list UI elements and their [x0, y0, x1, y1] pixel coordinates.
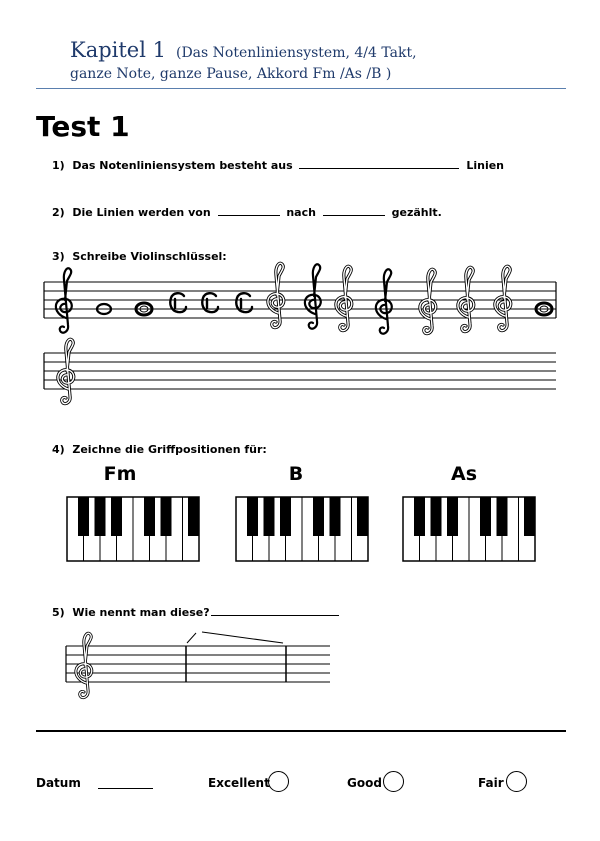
treble-clef-icon [305, 264, 321, 328]
measure-bracket [202, 632, 283, 643]
rating-excellent-checkbox[interactable] [268, 771, 289, 792]
chapter-subtitle-line1: (Das Notenliniensystem, 4/4 Takt, [176, 45, 417, 61]
question-5 [52, 604, 342, 619]
chord-label-fm: Fm [103, 463, 137, 485]
treble-clef-icon [495, 266, 511, 330]
question-4 [52, 443, 267, 456]
question-4-number: 4) [52, 443, 65, 456]
rating-good-label: Good [347, 776, 382, 790]
date-label: Datum [36, 776, 81, 790]
question-5-staff [0, 625, 600, 705]
measure-tick [187, 633, 196, 643]
test-title: Test 1 [36, 110, 130, 143]
date-input-line[interactable] [98, 788, 153, 789]
header-divider [36, 88, 566, 89]
treble-clef-icon [58, 339, 74, 403]
piano-keyboard-fm[interactable] [67, 497, 199, 561]
question-1 [52, 157, 504, 172]
question-1-text: Das Notenliniensystem besteht aus [72, 159, 293, 172]
footer-divider [36, 730, 566, 732]
question-2-suffix: gezählt. [391, 206, 442, 219]
rating-excellent-label: Excellent [208, 776, 270, 790]
treble-clef-icon [420, 269, 436, 333]
question-5-answer-blank[interactable] [211, 604, 339, 616]
question-2-middle: nach [286, 206, 316, 219]
question-2-number: 2) [52, 206, 65, 219]
question-5-number: 5) [52, 606, 65, 619]
chapter-title: Kapitel 1 [70, 38, 166, 62]
piano-keyboard-as[interactable] [403, 497, 535, 561]
chapter-heading [70, 38, 417, 62]
chord-label-b: B [288, 463, 304, 485]
question-1-suffix: Linien [466, 159, 505, 172]
chord-label-as: As [450, 463, 477, 485]
question-2-answer-blank-1[interactable] [218, 204, 280, 216]
piano-keyboards [0, 495, 600, 565]
treble-clef-icon [336, 266, 352, 330]
rating-good-checkbox[interactable] [383, 771, 404, 792]
chapter-subtitle-line2: ganze Note, ganze Pause, Akkord Fm /As /B ) [70, 66, 392, 82]
question-1-number: 1) [52, 159, 65, 172]
question-3-text: Schreibe Violinschlüssel: [72, 250, 227, 263]
question-2-answer-blank-2[interactable] [323, 204, 385, 216]
question-1-answer-blank[interactable] [299, 157, 459, 169]
rating-fair-checkbox[interactable] [506, 771, 527, 792]
staff-2[interactable] [44, 339, 556, 403]
treble-clef-icon [458, 267, 474, 331]
question-5-text: Wie nennt man diese? [72, 606, 210, 619]
treble-clef-icon [76, 633, 92, 697]
question-2-text: Die Linien werden von [72, 206, 211, 219]
question-3-number: 3) [52, 250, 65, 263]
clef-practice-staves [0, 260, 600, 410]
piano-keyboard-b[interactable] [236, 497, 368, 561]
rating-fair-label: Fair [478, 776, 504, 790]
treble-clef-icon [376, 269, 392, 333]
question-4-text: Zeichne die Griffpositionen für: [72, 443, 267, 456]
staff-1 [44, 263, 556, 333]
question-2 [52, 204, 442, 219]
